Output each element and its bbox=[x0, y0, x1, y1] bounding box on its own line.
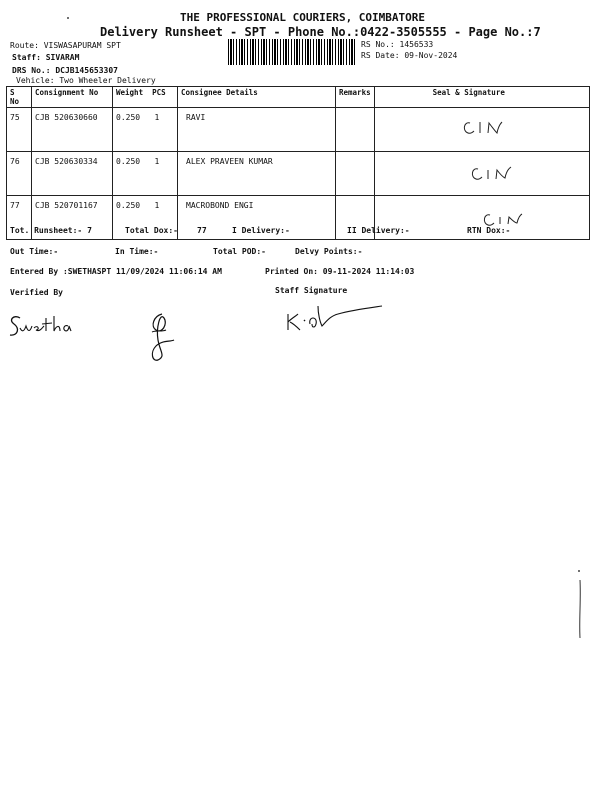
col-consignment: Consignment No bbox=[32, 87, 113, 108]
cell-pcs: 1 bbox=[154, 157, 160, 166]
margin-line bbox=[577, 580, 583, 640]
delvy-points: Delvy Points:- bbox=[295, 247, 363, 256]
seal-signature-cin bbox=[466, 161, 526, 187]
cell-consignment: CJB 520701167 bbox=[32, 196, 113, 240]
cell-remarks bbox=[336, 108, 375, 152]
col-seal: Seal & Signature bbox=[374, 87, 589, 108]
cell-sno: 75 bbox=[7, 108, 32, 152]
total-dox-label: Total Dox:- bbox=[125, 226, 178, 235]
table-header-row bbox=[7, 87, 590, 108]
cell-consignee: RAVI bbox=[178, 108, 336, 152]
staff-signature-label: Staff Signature bbox=[275, 286, 348, 295]
rtn-dox: RTN Dox:- bbox=[467, 226, 511, 235]
total-pod: Total POD:- bbox=[213, 247, 266, 256]
cell-sno: 77 bbox=[7, 196, 32, 240]
i-delivery: I Delivery:- bbox=[232, 226, 290, 235]
route-label: Route: VISWASAPURAM SPT bbox=[10, 41, 121, 50]
col-remarks: Remarks bbox=[336, 87, 375, 108]
out-time: Out Time:- bbox=[10, 247, 59, 256]
runsheet-table bbox=[6, 86, 590, 240]
cell-pcs: 1 bbox=[154, 201, 160, 210]
staff-label: Staff: SIVARAM bbox=[12, 53, 80, 62]
ii-delivery: II Delivery:- bbox=[347, 226, 410, 235]
printed-on: Printed On: 09-11-2024 11:14:03 bbox=[265, 267, 415, 276]
cell-sno: 76 bbox=[7, 152, 32, 196]
cell-seal bbox=[374, 108, 589, 152]
cell-seal bbox=[374, 152, 589, 196]
cell-weight-pcs bbox=[113, 152, 178, 196]
vehicle-label: Vehicle: Two Wheeler Delivery bbox=[16, 76, 156, 85]
cell-weight-pcs bbox=[113, 108, 178, 152]
col-sno: S No bbox=[7, 87, 32, 108]
cell-consignee: ALEX PRAVEEN KUMAR bbox=[178, 152, 336, 196]
table-row bbox=[7, 108, 590, 152]
total-dox-value: 77 bbox=[197, 226, 207, 235]
cell-remarks bbox=[336, 152, 375, 196]
cell-consignment: CJB 520630660 bbox=[32, 108, 113, 152]
table-row bbox=[7, 152, 590, 196]
col-weight-pcs bbox=[113, 87, 178, 108]
seal-signature-cin bbox=[458, 115, 518, 141]
entered-by: Entered By :SWETHASPT 11/09/2024 11:06:14 AM bbox=[10, 267, 222, 276]
col-weight: Weight bbox=[116, 88, 144, 97]
cell-consignment: CJB 520630334 bbox=[32, 152, 113, 196]
signature-verifier bbox=[140, 310, 180, 366]
cell-pcs: 1 bbox=[154, 113, 160, 122]
barcode bbox=[228, 39, 356, 65]
rs-number: RS No.: 1456533 bbox=[361, 40, 434, 49]
scan-mark bbox=[578, 570, 580, 572]
runsheet-title: Delivery Runsheet - SPT - Phone No.:0422-3505555 - Page No.:7 bbox=[100, 25, 541, 39]
cell-weight: 0.250 bbox=[116, 201, 141, 210]
in-time: In Time:- bbox=[115, 247, 159, 256]
company-name: THE PROFESSIONAL COURIERS, COIMBATORE bbox=[180, 11, 426, 24]
cell-weight: 0.250 bbox=[116, 157, 141, 166]
drs-number: DRS No.: DCJB145653307 bbox=[12, 66, 118, 75]
verified-by-label: Verified By bbox=[10, 288, 63, 297]
signature-staff bbox=[282, 302, 392, 332]
tot-runsheet: Tot. Runsheet:- 7 bbox=[10, 226, 92, 235]
rs-date: RS Date: 09-Nov-2024 bbox=[361, 51, 458, 60]
signature-swetha bbox=[6, 306, 76, 342]
cell-weight: 0.250 bbox=[116, 113, 141, 122]
col-consignee: Consignee Details bbox=[178, 87, 336, 108]
cell-consignee: MACROBOND ENGI bbox=[178, 196, 336, 240]
col-pcs: PCS bbox=[152, 88, 166, 97]
scan-mark bbox=[67, 17, 69, 19]
